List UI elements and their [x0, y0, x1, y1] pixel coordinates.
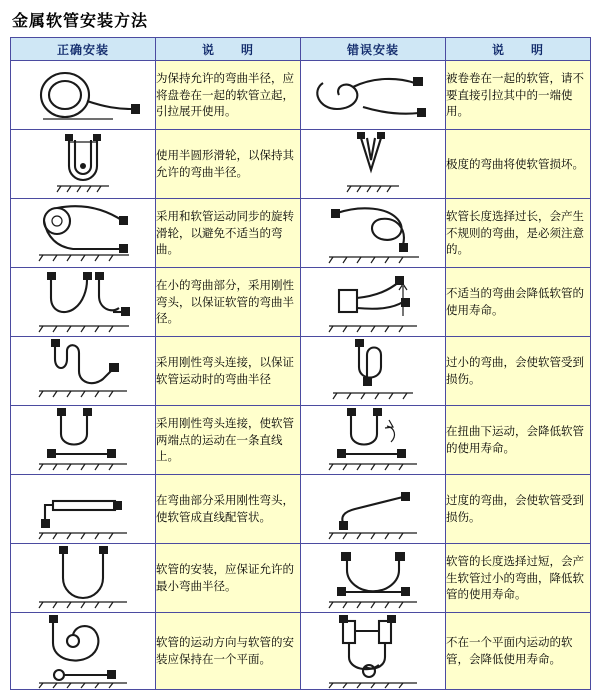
header-wrong-install: 错误安装	[301, 38, 446, 61]
table-row	[11, 61, 591, 130]
figure-rigid-elbow-straight-line	[11, 406, 156, 475]
note-text: 采用和软管运动同步的旋转滑轮，以避免不适当的弯曲。	[156, 199, 301, 268]
figure-excessive-bend	[301, 475, 446, 544]
figure-too-small-bend-radius	[301, 337, 446, 406]
figure-rigid-bend-small-radius	[11, 268, 156, 337]
table-row	[11, 337, 591, 406]
note-text: 软管长度选择过长，会产生不规则的弯曲，是必须注意的。	[446, 199, 591, 268]
note-text: 在扭曲下运动，会降低软管的使用寿命。	[446, 406, 591, 475]
figure-twisting-motion	[301, 406, 446, 475]
header-row	[11, 38, 591, 61]
figure-too-long-hose-loop	[301, 199, 446, 268]
figure-semicircle-pulley	[11, 130, 156, 199]
figure-not-same-plane-motion	[301, 613, 446, 690]
table-row	[11, 475, 591, 544]
table-row	[11, 406, 591, 475]
figure-sharp-bend-pulley	[301, 130, 446, 199]
figure-straight-pipe-with-elbow	[11, 475, 156, 544]
header-wrong-note: 说 明	[446, 38, 591, 61]
note-text: 使用半圆形滑轮，以保持其允许的弯曲半径。	[156, 130, 301, 199]
note-text: 不在一个平面内运动的软管，会降低使用寿命。	[446, 613, 591, 690]
note-text: 在弯曲部分采用刚性弯头，使软管成直线配管状。	[156, 475, 301, 544]
note-text: 采用刚性弯头连接，使软管两端点的运动在一条直线上。	[156, 406, 301, 475]
figure-sync-rotating-pulley	[11, 199, 156, 268]
page-title: 金属软管安装方法	[12, 11, 149, 30]
table-body	[11, 61, 591, 690]
figure-coiled-hose-pulled	[301, 61, 446, 130]
header-correct-note: 说 明	[156, 38, 301, 61]
hose-installation-table	[10, 37, 591, 690]
figure-improper-bend-short-life	[301, 268, 446, 337]
table-row	[11, 130, 591, 199]
note-text: 过度的弯曲，会使软管受到损伤。	[446, 475, 591, 544]
note-text: 软管的长度选择过短，会产生软管过小的弯曲，降低软管的使用寿命。	[446, 544, 591, 613]
note-text: 软管的安装，应保证允许的最小弯曲半径。	[156, 544, 301, 613]
note-text: 软管的运动方向与软管的安装应保持在一个平面。	[156, 613, 301, 690]
note-text: 过小的弯曲，会使软管受到损伤。	[446, 337, 591, 406]
note-text: 采用刚性弯头连接，以保证软管运动时的弯曲半径	[156, 337, 301, 406]
note-text: 极度的弯曲将使软管损坏。	[446, 130, 591, 199]
note-text: 被卷卷在一起的软管，请不要直接引拉其中的一端使用。	[446, 61, 591, 130]
header-correct-install: 正确安装	[11, 38, 156, 61]
table-row	[11, 268, 591, 337]
figure-same-plane-motion	[11, 613, 156, 690]
figure-rigid-elbow-connection	[11, 337, 156, 406]
table-row	[11, 544, 591, 613]
figure-coiled-hose-standing	[11, 61, 156, 130]
table-header	[11, 38, 591, 61]
figure-min-bend-radius-u	[11, 544, 156, 613]
note-text: 为保持允许的弯曲半径，应将盘卷在一起的软管立起，引拉展开使用。	[156, 61, 301, 130]
note-text: 不适当的弯曲会降低软管的使用寿命。	[446, 268, 591, 337]
table-row	[11, 613, 591, 690]
note-text: 在小的弯曲部分，采用刚性弯头，以保证软管的弯曲半径。	[156, 268, 301, 337]
table-row	[11, 199, 591, 268]
figure-over-long-hose	[301, 544, 446, 613]
